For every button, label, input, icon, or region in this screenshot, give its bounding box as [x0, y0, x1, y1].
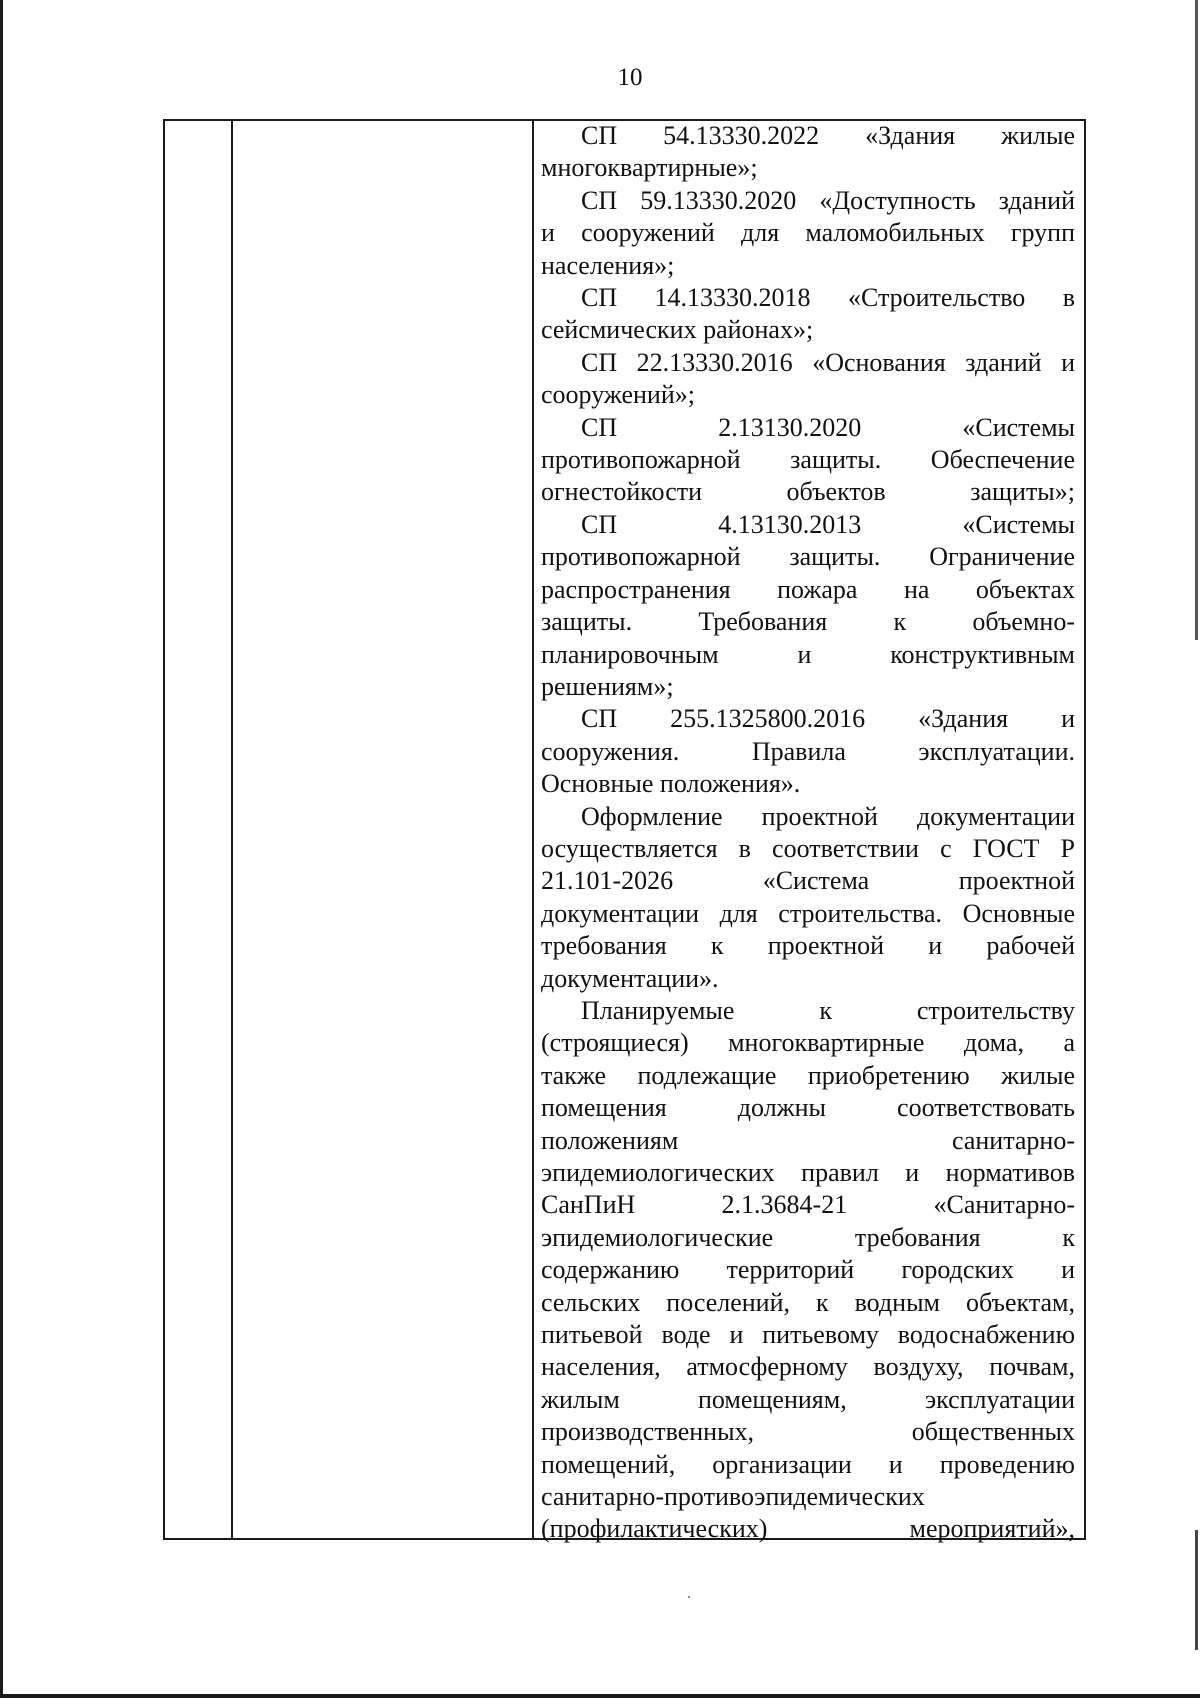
page-number: 10 [617, 64, 643, 91]
scan-frame-bottom [0, 1694, 1200, 1698]
text-line: СП 4.13130.2013 «Системы [581, 509, 1075, 539]
text-line: СП 22.13330.2016 «Основания зданий и [581, 347, 1075, 377]
text-line: решениям»; [541, 671, 674, 701]
scan-frame-right [1195, 0, 1198, 640]
text-line: Основные положения». [541, 769, 801, 799]
text-line: СП 54.13330.2022 «Здания жилые [581, 121, 1075, 150]
text-line: (строящиеся) многоквартирные дома, а [541, 1028, 1075, 1058]
text-line: противопожарной защиты. Ограничение [541, 542, 1075, 572]
text-paragraph [541, 509, 1075, 703]
text-line: документации для строительства. Основные [541, 898, 1075, 928]
text-line: содержанию территорий городских и [541, 1255, 1075, 1285]
text-paragraph [541, 120, 1075, 185]
text-line: защиты. Требования к объемно- [541, 607, 1075, 637]
table-column-divider [231, 121, 233, 1538]
text-line: Оформление проектной документации [581, 801, 1075, 831]
text-paragraph [541, 801, 1075, 995]
text-line: питьевой воде и питьевому водоснабжению [541, 1320, 1075, 1350]
text-line: противопожарной защиты. Обеспечение [541, 445, 1075, 475]
scan-frame-left [0, 0, 3, 1698]
table-column-divider [532, 121, 534, 1538]
text-line: и сооружений для маломобильных групп [541, 218, 1075, 248]
text-line: жилым помещениям, эксплуатации [541, 1384, 1075, 1414]
text-paragraph [541, 347, 1075, 412]
text-line: сооружений»; [541, 380, 695, 410]
text-line: многоквартирные»; [541, 153, 758, 183]
text-paragraph [541, 703, 1075, 800]
text-line: эпидемиологические требования к [541, 1222, 1075, 1252]
text-line: СП 2.13130.2020 «Системы [581, 412, 1075, 442]
text-line: населения, атмосферному воздуху, почвам, [541, 1352, 1075, 1382]
table-text-cell [541, 120, 1075, 1546]
text-line: сейсмических районах»; [541, 315, 814, 345]
text-line: эпидемиологических правил и нормативов [541, 1158, 1075, 1187]
text-line: Планируемые к строительству [581, 995, 1075, 1025]
text-line: 21.101-2026 «Система проектной [541, 866, 1075, 896]
text-line: населения»; [541, 250, 675, 280]
text-line: сельских поселений, к водным объектам, [541, 1287, 1075, 1317]
text-line: санитарно-противоэпидемических [541, 1482, 925, 1512]
text-line: производственных, общественных [541, 1417, 1075, 1447]
text-line: сооружения. Правила эксплуатации. [541, 736, 1075, 766]
text-line: планировочным и конструктивным [541, 639, 1075, 669]
text-line: СанПиН 2.1.3684-21 «Санитарно- [541, 1190, 1075, 1220]
text-line: помещения должны соответствовать [541, 1093, 1075, 1123]
text-line: огнестойкости объектов защиты»; [541, 477, 1075, 507]
text-line: документации». [541, 963, 719, 993]
text-line: СП 255.1325800.2016 «Здания и [581, 704, 1075, 734]
text-line: (профилактических) мероприятий», [541, 1514, 1075, 1544]
text-paragraph [541, 185, 1075, 282]
text-paragraph [541, 412, 1075, 509]
scan-frame-right-lower [1195, 1530, 1198, 1650]
text-paragraph [541, 282, 1075, 347]
scan-speck [688, 1596, 690, 1598]
text-line: помещений, организации и проведению [541, 1449, 1075, 1479]
text-line: положениям санитарно- [541, 1125, 1075, 1155]
text-line: распространения пожара на объектах [541, 574, 1075, 604]
text-line: СП 59.13330.2020 «Доступность зданий [581, 185, 1075, 215]
text-line: также подлежащие приобретению жилые [541, 1060, 1075, 1090]
text-paragraph [541, 995, 1075, 1546]
text-line: требования к проектной и рабочей [541, 931, 1075, 961]
text-line: СП 14.13330.2018 «Строительство в [581, 283, 1075, 313]
text-line: осуществляется в соответствии с ГОСТ Р [541, 833, 1075, 863]
